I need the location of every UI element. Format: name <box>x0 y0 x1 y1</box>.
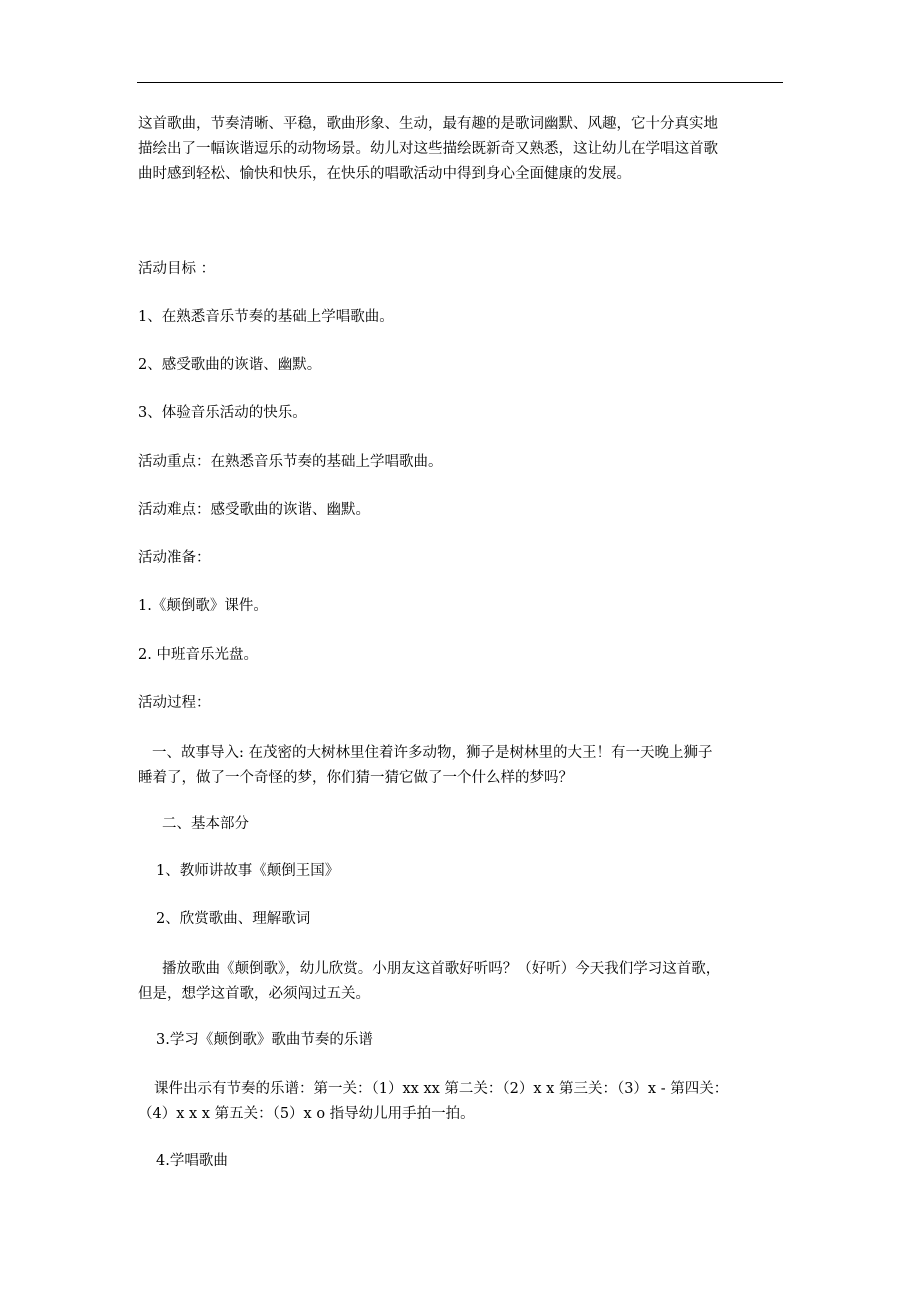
play-paragraph <box>138 957 798 1007</box>
intro-line: 这首歌曲，节奏清晰、平稳，歌曲形象、生动，最有趣的是歌词幽默、风趣，它十分真实地 <box>138 116 718 132</box>
preparation-item: 1.《颠倒歌》课件。 <box>138 598 268 614</box>
play-line: 播放歌曲《颠倒歌》，幼儿欣赏。小朋友这首歌好听吗？（好听）今天我们学习这首歌， <box>162 961 721 977</box>
intro-paragraph <box>138 112 798 187</box>
goal-item: 2、感受歌曲的诙谐、幽默。 <box>138 357 322 373</box>
score-paragraph <box>138 1077 798 1127</box>
step-item: 3.学习《颠倒歌》歌曲节奏的乐谱 <box>156 1032 373 1048</box>
process-heading: 活动过程： <box>138 695 211 711</box>
story-paragraph <box>138 741 798 791</box>
score-line: 课件出示有节奏的乐谱：第一关：（1）xx xx 第二关：（2）x x 第三关：（3）x - 第四关： <box>154 1081 729 1097</box>
step-item: 4.学唱歌曲 <box>156 1153 228 1169</box>
header-rule <box>137 82 783 83</box>
goal-item: 1、在熟悉音乐节奏的基础上学唱歌曲。 <box>138 309 394 325</box>
goals-heading: 活动目标 ： <box>138 261 216 277</box>
goal-item: 3、体验音乐活动的快乐。 <box>138 405 307 421</box>
intro-line: 曲时感到轻松、愉快和快乐，在快乐的唱歌活动中得到身心全面健康的发展。 <box>138 166 631 182</box>
intro-line: 描绘出了一幅诙谐逗乐的动物场景。幼儿对这些描绘既新奇又熟悉，这让幼儿在学唱这首歌 <box>138 141 718 157</box>
story-line: 一、故事导入: 在茂密的大树林里住着许多动物，狮子是树林里的大王！有一天晚上狮子 <box>152 745 713 761</box>
play-line: 但是，想学这首歌，必须闯过五关。 <box>138 986 370 1002</box>
step-item: 1、教师讲故事《颠倒王国》 <box>156 863 340 879</box>
part2-heading: 二、基本部分 <box>162 816 249 832</box>
score-line: （4）x x x 第五关：（5）x o 指导幼儿用手拍一拍。 <box>138 1106 475 1122</box>
focus-text: 活动重点：在熟悉音乐节奏的基础上学唱歌曲。 <box>138 454 443 470</box>
preparation-item: 2. 中班音乐光盘。 <box>138 647 258 663</box>
difficulty-text: 活动难点：感受歌曲的诙谐、幽默。 <box>138 502 370 518</box>
story-line: 睡着了，做了一个奇怪的梦，你们猜一猜它做了一个什么样的梦吗？ <box>138 770 573 786</box>
preparation-heading: 活动准备： <box>138 550 211 566</box>
step-item: 2、欣赏歌曲、理解歌词 <box>156 911 311 927</box>
